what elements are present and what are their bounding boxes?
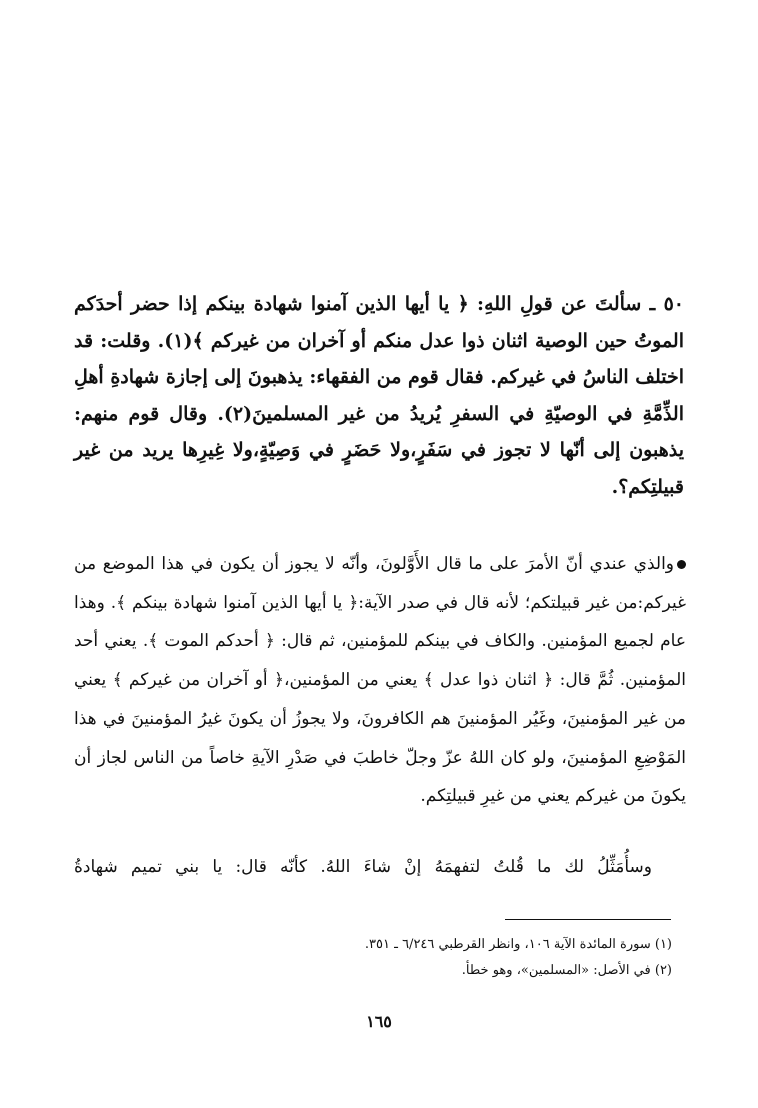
footnote-divider [505, 919, 671, 920]
answer-paragraph [74, 545, 686, 816]
footnote-2: (٢) في الأصل: «المسلمين»، وهو خطأ. [461, 963, 672, 978]
answer-text: والذي عندي أنّ الأمرَ على ما قال الأَوَّلونَ، وأنّه لا يجوز أن يكون في هذا الموضع من غيركم:من غير قبيلتكم؛ لأنه قال في صدر الآية:﴿ يا أيها الذين آمنوا شهادة بينكم ﴾. وهذا عام لجميع المؤمنين. والكاف في بينكم للمؤمنين، ثم قال: ﴿ أحدكم الموت ﴾. يعني أحد المؤمنين. ثُمَّ قال: ﴿ اثنان ذوا عدل ﴾ يعني من المؤمنين،﴿ أو آخران من غيركم ﴾ يعني من غير المؤمنينَ، وغَيُر المؤمنينَ هم الكافرونَ، ولا يجوزُ أن يكونَ غيرُ المؤمنينَ في هذا المَوْضِعِ المؤمنينَ، ولو كان اللهُ عزّ وجلّ خاطبَ في صَدْرِ الآيةِ خاصاً من الناس لجاز أن يكونَ من غيركم يعني من غيرِ قبيلتِكم. [74, 554, 686, 807]
question-paragraph: ٥٠ ـ سألتَ عن قولِ اللهِ: ﴿ يا أيها الذين آمنوا شهادة بينكم إذا حضر أحدَكم الموتُ حين الوصية اثنان ذوا عدل منكم أو آخران من غيركم ﴾(١). وقلت: قد اختلف الناسُ في غيركم. فقال قوم من الفقهاء: يذهبونَ إلى إجازة شهادةِ أهلِ الذِّمَّةِ في الوصيّةِ في السفرِ يُريدُ من غير المسلمينَ(٢). وقال قوم منهم: يذهبون إلى أنّها لا تجوز في سَفَرٍ،ولا حَضَرٍ في وَصِيّةٍ،ولا غِيرِها يريد من غير قبيلتِكم؟. [74, 293, 684, 498]
footnotes [74, 932, 672, 984]
bullet-icon [677, 560, 686, 569]
page-number: ١٦٥ [366, 1012, 392, 1031]
closing-line: وسأُمَثِّلُ لك ما قُلتُ لتفهمَهُ إنْ شاءَ اللهُ. كأنّه قال: يا بني تميم شهادةُ [74, 857, 652, 877]
footnote-1: (١) سورة المائدة الآية ١٠٦، وانظر القرطبي ٦/٢٤٦ ـ ٣٥١. [364, 937, 672, 952]
